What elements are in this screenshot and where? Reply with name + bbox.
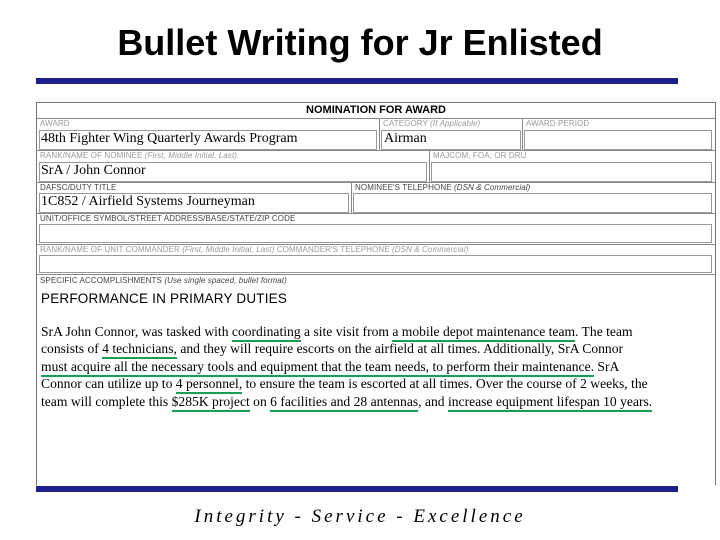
- award-label: AWARD: [40, 119, 70, 128]
- form-header: NOMINATION FOR AWARD: [306, 104, 446, 116]
- majcom-label: MAJCOM, FOA, OR DRU: [433, 151, 527, 160]
- award-value: 48th Fighter Wing Quarterly Awards Program: [41, 131, 298, 146]
- title-divider: [36, 78, 678, 84]
- narrative-line: team will complete this $285K project on 6 facilities and 28 antennas, and increase equipment lifespan 10 years.: [41, 393, 709, 410]
- rank-name-value: SrA / John Connor: [41, 163, 146, 178]
- accomplishment-narrative[interactable]: [41, 323, 709, 410]
- unit-field[interactable]: [39, 224, 712, 243]
- row-divider: [37, 274, 715, 275]
- accomplishments-label: SPECIFIC ACCOMPLISHMENTS (Use single spaced, bullet format): [40, 276, 287, 285]
- nomination-form: [36, 102, 716, 485]
- dafsc-value: 1C852 / Airfield Systems Journeyman: [41, 194, 255, 209]
- highlighted-phrase: increase equipment lifespan 10 years.: [448, 394, 652, 412]
- narrative-line: SrA John Connor, was tasked with coordinating a site visit from a mobile depot maintenance team. The team: [41, 323, 709, 340]
- column-divider: [522, 118, 523, 150]
- narrative-line: must acquire all the necessary tools and equipment that the team needs, to perform their maintenance. SrA: [41, 358, 709, 375]
- category-label: CATEGORY (If Applicable): [383, 119, 481, 128]
- narrative-line: consists of 4 technicians, and they will require escorts on the airfield at all times. Additionally, SrA Connor: [41, 340, 709, 357]
- highlighted-phrase: a mobile depot maintenance team: [392, 324, 575, 342]
- highlighted-phrase: $285K project: [172, 394, 250, 412]
- footer-divider: [36, 486, 678, 492]
- slide-title: Bullet Writing for Jr Enlisted: [117, 22, 603, 63]
- rank-name-label: RANK/NAME OF NOMINEE (First, Middle Initial, Last): [40, 151, 238, 160]
- column-divider: [429, 150, 430, 182]
- award-period-label: AWARD PERIOD: [526, 119, 590, 128]
- highlighted-phrase: 6 facilities and 28 antennas: [270, 394, 418, 412]
- highlighted-phrase: 4 personnel,: [176, 376, 242, 394]
- highlighted-phrase: 4 technicians,: [102, 341, 177, 359]
- column-divider: [351, 182, 352, 213]
- column-divider: [379, 118, 380, 150]
- majcom-field[interactable]: [431, 162, 712, 182]
- telephone-label: NOMINEE'S TELEPHONE (DSN & Commercial): [355, 183, 531, 192]
- telephone-field[interactable]: [353, 193, 712, 213]
- section-heading: PERFORMANCE IN PRIMARY DUTIES: [41, 291, 288, 306]
- narrative-line: Connor can utilize up to 4 personnel, to ensure the team is escorted at all times. Over the course of 2 weeks, the: [41, 375, 709, 392]
- commander-label: RANK/NAME OF UNIT COMMANDER (First, Middle Initial, Last) COMMANDER'S TELEPHONE (DSN & Commercial): [40, 245, 469, 254]
- highlighted-phrase: must acquire all the necessary tools and equipment that the team needs, to perform their maintenance.: [41, 359, 594, 377]
- dafsc-label: DAFSC/DUTY TITLE: [40, 183, 117, 192]
- commander-field[interactable]: [39, 255, 712, 273]
- unit-label: UNIT/OFFICE SYMBOL/STREET ADDRESS/BASE/STATE/ZIP CODE: [40, 214, 296, 223]
- row-divider: [37, 118, 715, 119]
- award-period-field[interactable]: [524, 130, 712, 150]
- category-value: Airman: [384, 131, 427, 146]
- footer-motto: Integrity - Service - Excellence: [194, 506, 526, 527]
- highlighted-phrase: coordinating: [232, 324, 301, 342]
